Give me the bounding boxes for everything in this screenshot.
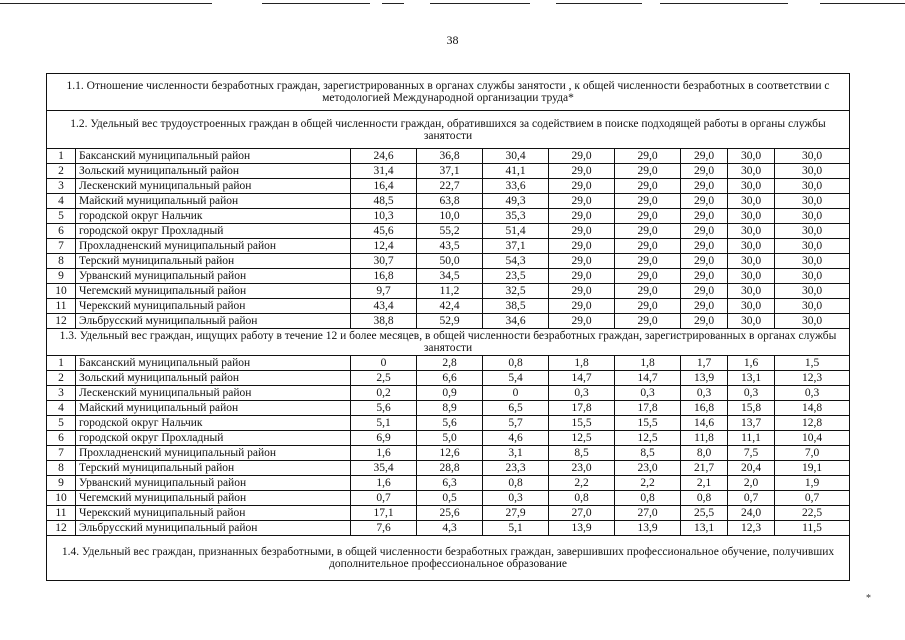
value-cell: 51,4 bbox=[483, 224, 549, 239]
value-cell: 29,0 bbox=[615, 164, 681, 179]
value-cell: 5,1 bbox=[351, 416, 417, 431]
table-row bbox=[47, 506, 850, 521]
value-cell: 2,2 bbox=[615, 476, 681, 491]
table-row bbox=[47, 416, 850, 431]
value-cell: 43,4 bbox=[351, 299, 417, 314]
value-cell: 0,8 bbox=[483, 476, 549, 491]
table-row bbox=[47, 239, 850, 254]
district-name: Урванский муниципальный район bbox=[76, 269, 351, 284]
district-name: Прохладненский муниципальный район bbox=[76, 446, 351, 461]
value-cell: 17,1 bbox=[351, 506, 417, 521]
value-cell: 6,3 bbox=[417, 476, 483, 491]
value-cell: 0,8 bbox=[681, 491, 728, 506]
district-name: городской округ Нальчик bbox=[76, 416, 351, 431]
district-name: Зольский муниципальный район bbox=[76, 164, 351, 179]
value-cell: 29,0 bbox=[549, 314, 615, 329]
top-rule bbox=[262, 3, 370, 4]
value-cell: 30,0 bbox=[775, 239, 850, 254]
value-cell: 30,0 bbox=[728, 179, 775, 194]
value-cell: 29,0 bbox=[615, 299, 681, 314]
value-cell: 13,9 bbox=[615, 521, 681, 536]
row-number: 6 bbox=[47, 431, 76, 446]
value-cell: 3,1 bbox=[483, 446, 549, 461]
district-name: Черекский муниципальный район bbox=[76, 299, 351, 314]
table-row bbox=[47, 179, 850, 194]
value-cell: 1,5 bbox=[775, 356, 850, 371]
value-cell: 43,5 bbox=[417, 239, 483, 254]
value-cell: 29,0 bbox=[615, 209, 681, 224]
district-name: Майский муниципальный район bbox=[76, 401, 351, 416]
table-row bbox=[47, 254, 850, 269]
value-cell: 14,6 bbox=[681, 416, 728, 431]
district-name: Эльбрусский муниципальный район bbox=[76, 521, 351, 536]
value-cell: 11,2 bbox=[417, 284, 483, 299]
value-cell: 5,6 bbox=[417, 416, 483, 431]
value-cell: 41,1 bbox=[483, 164, 549, 179]
value-cell: 24,6 bbox=[351, 149, 417, 164]
value-cell: 30,0 bbox=[775, 179, 850, 194]
value-cell: 30,0 bbox=[775, 284, 850, 299]
value-cell: 0,9 bbox=[417, 386, 483, 401]
value-cell: 29,0 bbox=[681, 149, 728, 164]
value-cell: 12,3 bbox=[728, 521, 775, 536]
value-cell: 29,0 bbox=[549, 284, 615, 299]
value-cell: 6,5 bbox=[483, 401, 549, 416]
row-number: 3 bbox=[47, 179, 76, 194]
value-cell: 12,8 bbox=[775, 416, 850, 431]
value-cell: 30,0 bbox=[775, 164, 850, 179]
value-cell: 17,8 bbox=[549, 401, 615, 416]
value-cell: 12,6 bbox=[417, 446, 483, 461]
value-cell: 35,3 bbox=[483, 209, 549, 224]
row-number: 2 bbox=[47, 371, 76, 386]
district-name: Чегемский муниципальный район bbox=[76, 284, 351, 299]
value-cell: 7,6 bbox=[351, 521, 417, 536]
district-name: Терский муниципальный район bbox=[76, 254, 351, 269]
value-cell: 30,0 bbox=[728, 194, 775, 209]
row-number: 9 bbox=[47, 269, 76, 284]
value-cell: 13,1 bbox=[728, 371, 775, 386]
value-cell: 30,0 bbox=[728, 254, 775, 269]
value-cell: 10,0 bbox=[417, 209, 483, 224]
top-rule bbox=[660, 3, 788, 4]
value-cell: 54,3 bbox=[483, 254, 549, 269]
value-cell: 8,9 bbox=[417, 401, 483, 416]
value-cell: 0,3 bbox=[775, 386, 850, 401]
value-cell: 32,5 bbox=[483, 284, 549, 299]
value-cell: 30,0 bbox=[728, 209, 775, 224]
value-cell: 9,7 bbox=[351, 284, 417, 299]
value-cell: 36,8 bbox=[417, 149, 483, 164]
value-cell: 29,0 bbox=[615, 194, 681, 209]
value-cell: 30,0 bbox=[728, 284, 775, 299]
value-cell: 63,8 bbox=[417, 194, 483, 209]
value-cell: 2,2 bbox=[549, 476, 615, 491]
district-name: Зольский муниципальный район bbox=[76, 371, 351, 386]
value-cell: 0,8 bbox=[483, 356, 549, 371]
table-row bbox=[47, 401, 850, 416]
value-cell: 10,4 bbox=[775, 431, 850, 446]
value-cell: 37,1 bbox=[417, 164, 483, 179]
value-cell: 1,9 bbox=[775, 476, 850, 491]
value-cell: 30,0 bbox=[775, 299, 850, 314]
value-cell: 29,0 bbox=[549, 149, 615, 164]
top-rule bbox=[430, 3, 530, 4]
value-cell: 15,5 bbox=[615, 416, 681, 431]
value-cell: 29,0 bbox=[681, 269, 728, 284]
value-cell: 29,0 bbox=[615, 269, 681, 284]
value-cell: 29,0 bbox=[615, 314, 681, 329]
district-name: городской округ Прохладный bbox=[76, 431, 351, 446]
section-header bbox=[47, 536, 850, 581]
value-cell: 29,0 bbox=[681, 179, 728, 194]
section-title: 1.2. Удельный вес трудоустроенных граждан в общей численности граждан, обратившихся за содействием в поиске подходящей работы в органы службы занятости bbox=[47, 111, 850, 149]
value-cell: 30,0 bbox=[775, 254, 850, 269]
value-cell: 34,5 bbox=[417, 269, 483, 284]
value-cell: 29,0 bbox=[615, 254, 681, 269]
section-header bbox=[47, 111, 850, 149]
top-rule bbox=[556, 3, 642, 4]
value-cell: 2,0 bbox=[728, 476, 775, 491]
value-cell: 2,5 bbox=[351, 371, 417, 386]
row-number: 4 bbox=[47, 401, 76, 416]
value-cell: 0,3 bbox=[728, 386, 775, 401]
row-number: 3 bbox=[47, 386, 76, 401]
value-cell: 29,0 bbox=[681, 254, 728, 269]
district-name: Эльбрусский муниципальный район bbox=[76, 314, 351, 329]
table-row bbox=[47, 149, 850, 164]
value-cell: 29,0 bbox=[549, 254, 615, 269]
table-row bbox=[47, 269, 850, 284]
row-number: 5 bbox=[47, 209, 76, 224]
table-row bbox=[47, 476, 850, 491]
value-cell: 0 bbox=[483, 386, 549, 401]
value-cell: 1,8 bbox=[549, 356, 615, 371]
value-cell: 30,0 bbox=[728, 239, 775, 254]
value-cell: 22,7 bbox=[417, 179, 483, 194]
value-cell: 8,5 bbox=[615, 446, 681, 461]
value-cell: 2,8 bbox=[417, 356, 483, 371]
row-number: 11 bbox=[47, 506, 76, 521]
value-cell: 27,9 bbox=[483, 506, 549, 521]
value-cell: 25,6 bbox=[417, 506, 483, 521]
value-cell: 38,8 bbox=[351, 314, 417, 329]
section-title: 1.1. Отношение численности безработных граждан, зарегистрированных в органах службы занятости , к общей численности безработных в соответствии с методологией Международной организации труда* bbox=[47, 74, 850, 111]
value-cell: 12,5 bbox=[615, 431, 681, 446]
district-name: Урванский муниципальный район bbox=[76, 476, 351, 491]
table-row bbox=[47, 224, 850, 239]
district-name: городской округ Нальчик bbox=[76, 209, 351, 224]
value-cell: 0,7 bbox=[728, 491, 775, 506]
value-cell: 1,8 bbox=[615, 356, 681, 371]
table-row bbox=[47, 491, 850, 506]
value-cell: 29,0 bbox=[549, 299, 615, 314]
value-cell: 30,0 bbox=[728, 299, 775, 314]
district-name: Баксанский муниципальный район bbox=[76, 356, 351, 371]
value-cell: 19,1 bbox=[775, 461, 850, 476]
value-cell: 5,1 bbox=[483, 521, 549, 536]
value-cell: 16,8 bbox=[681, 401, 728, 416]
value-cell: 5,6 bbox=[351, 401, 417, 416]
value-cell: 5,4 bbox=[483, 371, 549, 386]
value-cell: 29,0 bbox=[615, 284, 681, 299]
value-cell: 29,0 bbox=[549, 239, 615, 254]
row-number: 1 bbox=[47, 149, 76, 164]
top-rule bbox=[820, 3, 905, 4]
value-cell: 7,0 bbox=[775, 446, 850, 461]
row-number: 10 bbox=[47, 491, 76, 506]
district-name: Чегемский муниципальный район bbox=[76, 491, 351, 506]
value-cell: 35,4 bbox=[351, 461, 417, 476]
stray-mark: * bbox=[866, 593, 871, 604]
district-name: Баксанский муниципальный район bbox=[76, 149, 351, 164]
value-cell: 29,0 bbox=[681, 164, 728, 179]
table-row bbox=[47, 209, 850, 224]
value-cell: 13,9 bbox=[549, 521, 615, 536]
district-name: Терский муниципальный район bbox=[76, 461, 351, 476]
table-row bbox=[47, 371, 850, 386]
row-number: 9 bbox=[47, 476, 76, 491]
district-name: Лескенский муниципальный район bbox=[76, 386, 351, 401]
value-cell: 5,0 bbox=[417, 431, 483, 446]
top-rule bbox=[0, 3, 212, 4]
value-cell: 21,7 bbox=[681, 461, 728, 476]
row-number: 12 bbox=[47, 314, 76, 329]
value-cell: 30,0 bbox=[775, 314, 850, 329]
value-cell: 23,3 bbox=[483, 461, 549, 476]
value-cell: 1,6 bbox=[351, 476, 417, 491]
value-cell: 7,5 bbox=[728, 446, 775, 461]
row-number: 5 bbox=[47, 416, 76, 431]
value-cell: 29,0 bbox=[681, 239, 728, 254]
table-row bbox=[47, 431, 850, 446]
value-cell: 38,5 bbox=[483, 299, 549, 314]
top-rule bbox=[382, 3, 404, 4]
value-cell: 30,0 bbox=[775, 209, 850, 224]
section-title: 1.4. Удельный вес граждан, признанных безработными, в общей численности безработных граждан, завершивших профессиональное обучение, получивших дополнительное профессиональное образование bbox=[47, 536, 850, 581]
value-cell: 42,4 bbox=[417, 299, 483, 314]
value-cell: 29,0 bbox=[549, 269, 615, 284]
value-cell: 14,7 bbox=[615, 371, 681, 386]
table-row bbox=[47, 284, 850, 299]
table-row bbox=[47, 314, 850, 329]
district-name: Прохладненский муниципальный район bbox=[76, 239, 351, 254]
row-number: 11 bbox=[47, 299, 76, 314]
value-cell: 0,3 bbox=[681, 386, 728, 401]
value-cell: 29,0 bbox=[549, 224, 615, 239]
value-cell: 13,1 bbox=[681, 521, 728, 536]
value-cell: 17,8 bbox=[615, 401, 681, 416]
value-cell: 29,0 bbox=[549, 164, 615, 179]
value-cell: 0,3 bbox=[483, 491, 549, 506]
value-cell: 4,6 bbox=[483, 431, 549, 446]
value-cell: 12,5 bbox=[549, 431, 615, 446]
value-cell: 15,5 bbox=[549, 416, 615, 431]
value-cell: 27,0 bbox=[549, 506, 615, 521]
value-cell: 11,5 bbox=[775, 521, 850, 536]
value-cell: 5,7 bbox=[483, 416, 549, 431]
table-row bbox=[47, 299, 850, 314]
value-cell: 10,3 bbox=[351, 209, 417, 224]
value-cell: 12,4 bbox=[351, 239, 417, 254]
district-name: Черекский муниципальный район bbox=[76, 506, 351, 521]
section-title: 1.3. Удельный вес граждан, ищущих работу в течение 12 и более месяцев, в общей численности безработных граждан, зарегистрированных в органах службы занятости bbox=[47, 329, 850, 356]
value-cell: 30,7 bbox=[351, 254, 417, 269]
value-cell: 25,5 bbox=[681, 506, 728, 521]
value-cell: 30,0 bbox=[775, 224, 850, 239]
value-cell: 29,0 bbox=[549, 194, 615, 209]
row-number: 7 bbox=[47, 239, 76, 254]
value-cell: 29,0 bbox=[681, 314, 728, 329]
page-number: 38 bbox=[446, 33, 459, 47]
table-row bbox=[47, 194, 850, 209]
value-cell: 34,6 bbox=[483, 314, 549, 329]
value-cell: 45,6 bbox=[351, 224, 417, 239]
section-header bbox=[47, 329, 850, 356]
row-number: 2 bbox=[47, 164, 76, 179]
table-row bbox=[47, 386, 850, 401]
value-cell: 29,0 bbox=[615, 149, 681, 164]
value-cell: 29,0 bbox=[615, 224, 681, 239]
value-cell: 48,5 bbox=[351, 194, 417, 209]
value-cell: 11,8 bbox=[681, 431, 728, 446]
value-cell: 30,0 bbox=[775, 269, 850, 284]
value-cell: 28,8 bbox=[417, 461, 483, 476]
row-number: 1 bbox=[47, 356, 76, 371]
indicators-table bbox=[46, 73, 850, 581]
value-cell: 0,7 bbox=[351, 491, 417, 506]
value-cell: 11,1 bbox=[728, 431, 775, 446]
row-number: 7 bbox=[47, 446, 76, 461]
value-cell: 1,6 bbox=[351, 446, 417, 461]
value-cell: 20,4 bbox=[728, 461, 775, 476]
value-cell: 0,3 bbox=[615, 386, 681, 401]
value-cell: 29,0 bbox=[681, 299, 728, 314]
district-name: Лескенский муниципальный район bbox=[76, 179, 351, 194]
district-name: Майский муниципальный район bbox=[76, 194, 351, 209]
value-cell: 16,8 bbox=[351, 269, 417, 284]
value-cell: 0,8 bbox=[615, 491, 681, 506]
table-row bbox=[47, 446, 850, 461]
value-cell: 30,0 bbox=[775, 194, 850, 209]
value-cell: 23,5 bbox=[483, 269, 549, 284]
row-number: 8 bbox=[47, 254, 76, 269]
value-cell: 30,0 bbox=[728, 164, 775, 179]
table-row bbox=[47, 521, 850, 536]
value-cell: 55,2 bbox=[417, 224, 483, 239]
value-cell: 29,0 bbox=[681, 224, 728, 239]
value-cell: 13,9 bbox=[681, 371, 728, 386]
row-number: 8 bbox=[47, 461, 76, 476]
value-cell: 33,6 bbox=[483, 179, 549, 194]
row-number: 6 bbox=[47, 224, 76, 239]
value-cell: 29,0 bbox=[615, 239, 681, 254]
value-cell: 8,0 bbox=[681, 446, 728, 461]
value-cell: 30,0 bbox=[728, 149, 775, 164]
value-cell: 15,8 bbox=[728, 401, 775, 416]
table-row bbox=[47, 461, 850, 476]
value-cell: 2,1 bbox=[681, 476, 728, 491]
value-cell: 27,0 bbox=[615, 506, 681, 521]
value-cell: 12,3 bbox=[775, 371, 850, 386]
row-number: 12 bbox=[47, 521, 76, 536]
value-cell: 30,0 bbox=[728, 224, 775, 239]
value-cell: 1,7 bbox=[681, 356, 728, 371]
value-cell: 49,3 bbox=[483, 194, 549, 209]
value-cell: 29,0 bbox=[681, 284, 728, 299]
district-name: городской округ Прохладный bbox=[76, 224, 351, 239]
value-cell: 0,7 bbox=[775, 491, 850, 506]
value-cell: 30,0 bbox=[775, 149, 850, 164]
value-cell: 29,0 bbox=[549, 179, 615, 194]
value-cell: 29,0 bbox=[549, 209, 615, 224]
value-cell: 23,0 bbox=[549, 461, 615, 476]
value-cell: 0 bbox=[351, 356, 417, 371]
value-cell: 29,0 bbox=[681, 209, 728, 224]
value-cell: 37,1 bbox=[483, 239, 549, 254]
row-number: 4 bbox=[47, 194, 76, 209]
value-cell: 8,5 bbox=[549, 446, 615, 461]
value-cell: 6,6 bbox=[417, 371, 483, 386]
value-cell: 52,9 bbox=[417, 314, 483, 329]
value-cell: 0,5 bbox=[417, 491, 483, 506]
value-cell: 30,4 bbox=[483, 149, 549, 164]
value-cell: 6,9 bbox=[351, 431, 417, 446]
value-cell: 30,0 bbox=[728, 269, 775, 284]
value-cell: 29,0 bbox=[681, 194, 728, 209]
value-cell: 22,5 bbox=[775, 506, 850, 521]
value-cell: 31,4 bbox=[351, 164, 417, 179]
section-header bbox=[47, 74, 850, 111]
value-cell: 0,2 bbox=[351, 386, 417, 401]
value-cell: 14,8 bbox=[775, 401, 850, 416]
row-number: 10 bbox=[47, 284, 76, 299]
value-cell: 30,0 bbox=[728, 314, 775, 329]
value-cell: 1,6 bbox=[728, 356, 775, 371]
value-cell: 23,0 bbox=[615, 461, 681, 476]
value-cell: 29,0 bbox=[615, 179, 681, 194]
value-cell: 13,7 bbox=[728, 416, 775, 431]
value-cell: 4,3 bbox=[417, 521, 483, 536]
table-row bbox=[47, 164, 850, 179]
value-cell: 50,0 bbox=[417, 254, 483, 269]
value-cell: 14,7 bbox=[549, 371, 615, 386]
value-cell: 0,3 bbox=[549, 386, 615, 401]
value-cell: 24,0 bbox=[728, 506, 775, 521]
table-row bbox=[47, 356, 850, 371]
value-cell: 16,4 bbox=[351, 179, 417, 194]
value-cell: 0,8 bbox=[549, 491, 615, 506]
